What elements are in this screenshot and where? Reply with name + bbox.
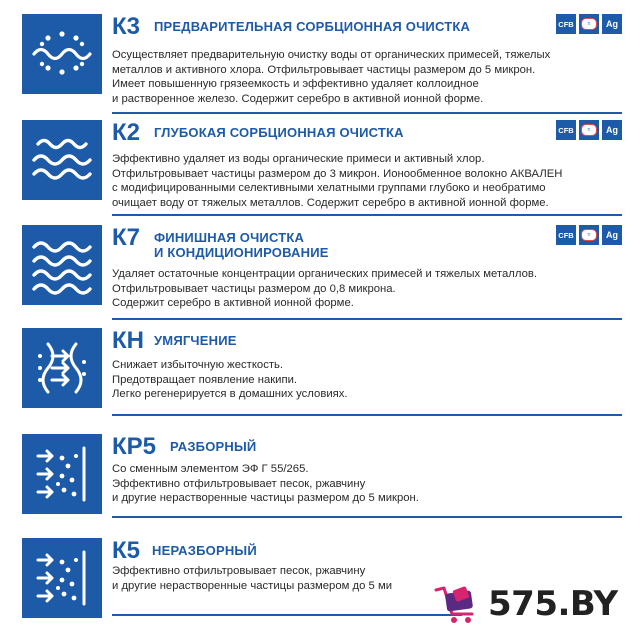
divider <box>112 112 622 114</box>
filter-description: Со сменным элементом ЭФ Г 55/265. Эффективно отфильтровывает песок, ржавчину и другие нерастворенные частицы размером до 5 микрон. <box>112 463 419 504</box>
badge-group <box>556 225 622 245</box>
aqualen-badge-icon: ≈ <box>579 225 599 245</box>
divider <box>112 214 622 216</box>
cart-logo-icon <box>432 580 480 628</box>
softening-arrows-icon <box>22 328 102 408</box>
filter-title: ФИНИШНАЯ ОЧИСТКА И КОНДИЦИОНИРОВАНИЕ <box>154 230 329 260</box>
filter-title: ПРЕДВАРИТЕЛЬНАЯ СОРБЦИОННАЯ ОЧИСТКА <box>154 19 471 34</box>
filter-title: НЕРАЗБОРНЫЙ <box>152 543 257 558</box>
filter-description: Удаляет остаточные концентрации органических примесей и тяжелых металлов. Отфильтровывает частицы размером до 0,8 микрона. Содержит серебро в активной ионной форме. <box>112 268 537 309</box>
silver-badge: Ag <box>602 14 622 34</box>
divider <box>112 614 462 616</box>
cfb-badge: CFB <box>556 14 576 34</box>
divider <box>112 414 622 416</box>
watermark-text: 575.BY <box>488 584 618 624</box>
double-wave-icon <box>22 120 102 200</box>
aqualen-badge-icon: ≈ <box>579 14 599 34</box>
mesh-filter-icon <box>22 434 102 514</box>
filter-title: РАЗБОРНЫЙ <box>170 439 257 454</box>
filter-description: Эффективно удаляет из воды органические примеси и активный хлор. Отфильтровывает частицы размером до 3 микрон. Ионообменное волокно АКВАЛЕН с модифицированными селективными хелатными группами глубоко и необратимо очищает воду от тяжелых металлов. Содержит серебро в активной ионной форме. <box>112 153 563 209</box>
filter-description: Снижает избыточную жесткость. Предотвращает появление накипи. Легко регенерируется в домашних условиях. <box>112 359 348 400</box>
divider <box>112 318 622 320</box>
badge-group <box>556 120 622 140</box>
badge-group <box>556 14 622 34</box>
triple-wave-icon <box>22 225 102 305</box>
filter-title: УМЯГЧЕНИЕ <box>154 333 237 348</box>
divider <box>112 516 622 518</box>
filter-kp5 <box>22 434 622 524</box>
filter-description: Осуществляет предварительную очистку воды от органических примесей, тяжелых металлов и активного хлора. Отфильтровывает частицы размером до 5 микрон. Имеет повышенную грязеемкость и эффективно удаляет коллоидное и растворенное железо. Содержит серебро в активной ионной форме. <box>112 49 551 105</box>
filter-code: КН <box>112 327 144 354</box>
filter-code: К2 <box>112 119 140 146</box>
filter-title: ГЛУБОКАЯ СОРБЦИОННАЯ ОЧИСТКА <box>154 125 404 140</box>
sorption-dots-icon <box>22 14 102 94</box>
filter-description: Эффективно отфильтровывает песок, ржавчину и другие нерастворенные частицы размером до 5 ми <box>112 565 393 592</box>
filter-k3 <box>22 14 622 114</box>
silver-badge: Ag <box>602 120 622 140</box>
filter-k2 <box>22 120 622 220</box>
filter-kh <box>22 328 622 428</box>
filter-code: К3 <box>112 13 140 40</box>
aqualen-badge-icon: ≈ <box>579 120 599 140</box>
cfb-badge: CFB <box>556 120 576 140</box>
filter-k7 <box>22 225 622 325</box>
filter-code: К7 <box>112 224 140 251</box>
mesh-filter-icon <box>22 538 102 618</box>
filter-code: КР5 <box>112 433 157 460</box>
silver-badge: Ag <box>602 225 622 245</box>
watermark <box>432 574 628 634</box>
cfb-badge: CFB <box>556 225 576 245</box>
filter-code: К5 <box>112 537 140 564</box>
